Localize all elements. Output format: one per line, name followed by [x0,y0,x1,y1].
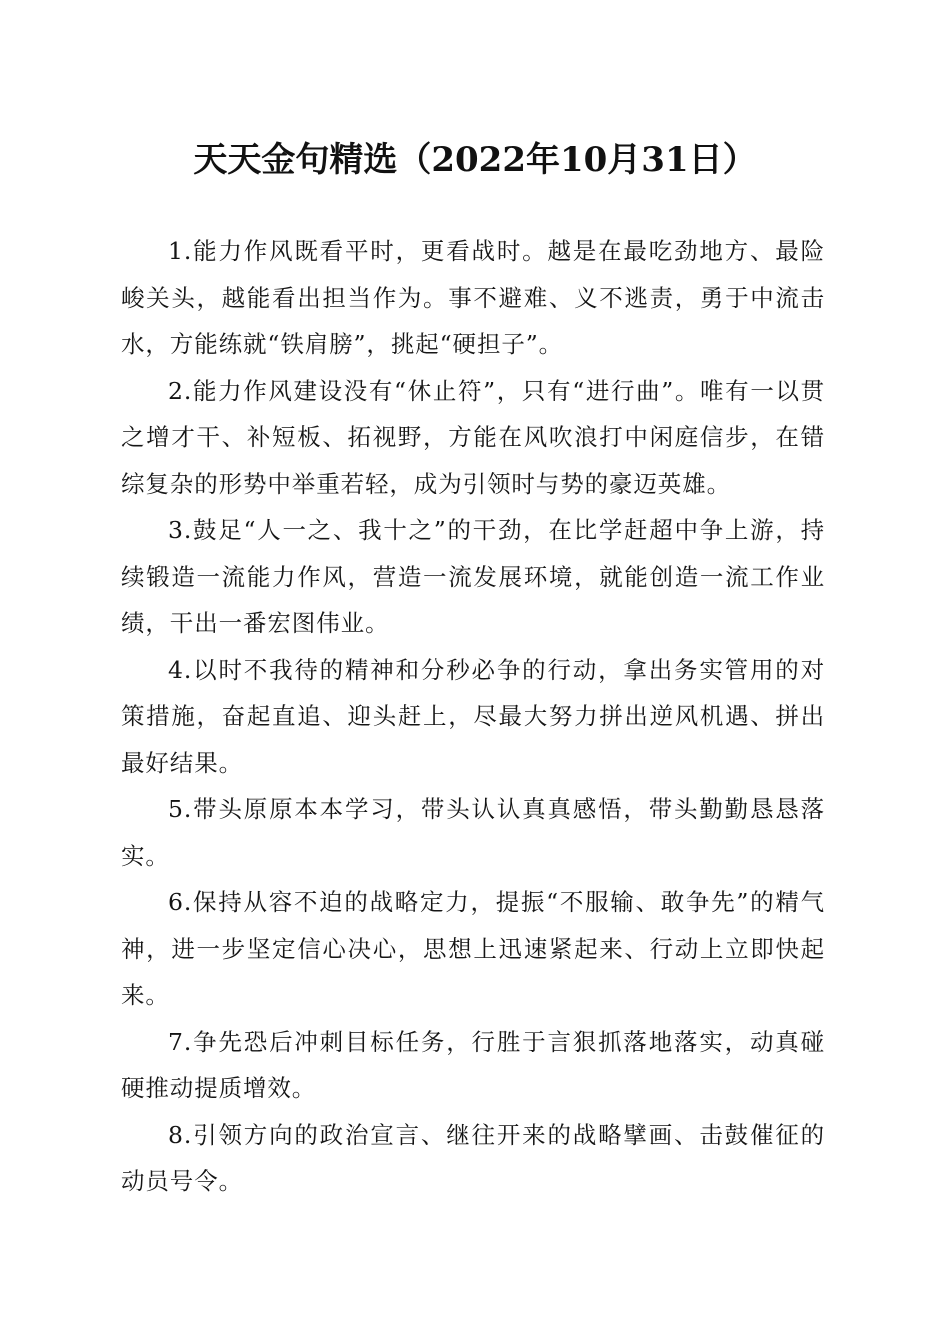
quote-paragraph-1: 1.能力作风既看平时，更看战时。越是在最吃劲地方、最险峻关头，越能看出担当作为。事不避难、义不逃责，勇于中流击水，方能练就“铁肩膀”，挑起“硬担子”。 [121,237,825,358]
quote-paragraph-3: 3.鼓足“人一之、我十之”的干劲，在比学赶超中争上游，持续锻造一流能力作风，营造一流发展环境，就能创造一流工作业绩，干出一番宏图伟业。 [121,516,825,637]
document-body [121,228,825,1205]
quote-paragraph-2: 2.能力作风建设没有“休止符”，只有“进行曲”。唯有一以贯之增才干、补短板、拓视野，方能在风吹浪打中闲庭信步，在错综复杂的形势中举重若轻，成为引领时与势的豪迈英雄。 [121,376,825,498]
document-title: 天天金句精选（2022年10月31日） [193,140,757,180]
quote-paragraph-8: 8.引领方向的政治宣言、继往开来的战略擘画、击鼓催征的动员号令。 [121,1120,825,1195]
quote-paragraph-6: 6.保持从容不迫的战略定力，提振“不服输、敢争先”的精气神，进一步坚定信心决心，思想上迅速紧起来、行动上立即快起来。 [121,888,825,1009]
quote-paragraph-7: 7.争先恐后冲刺目标任务，行胜于言狠抓落地落实，动真碰硬推动提质增效。 [121,1027,825,1102]
quote-paragraph-4: 4.以时不我待的精神和分秒必争的行动，拿出务实管用的对策措施，奋起直追、迎头赶上，尽最大努力拼出逆风机遇、拼出最好结果。 [121,655,825,777]
quote-paragraph-5: 5.带头原原本本学习，带头认认真真感悟，带头勤勤恳恳落实。 [121,795,825,870]
